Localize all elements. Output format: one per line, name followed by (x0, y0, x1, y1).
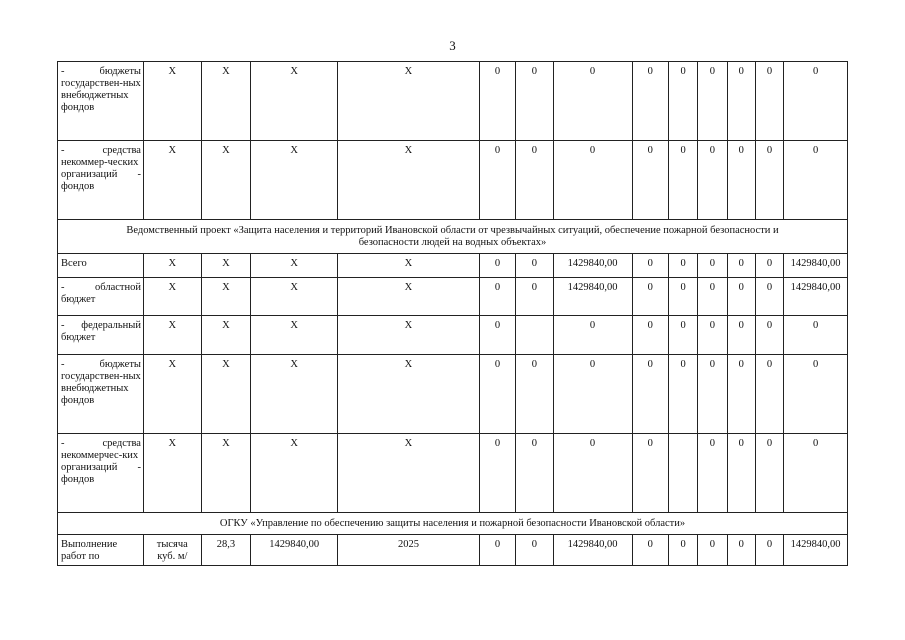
table-row (58, 535, 848, 566)
table-cell: 0 (727, 254, 755, 278)
table-cell (668, 434, 697, 513)
table-cell: 0 (632, 355, 668, 434)
table-cell: Х (251, 355, 338, 434)
row-label: - бюджеты государствен-ных внебюджетных фондов (58, 355, 144, 434)
table-cell: 0 (784, 434, 848, 513)
table-cell: Х (251, 278, 338, 316)
table-cell: 0 (755, 316, 783, 355)
table-cell: 0 (516, 434, 553, 513)
table-cell: Х (338, 355, 480, 434)
table-cell: 0 (727, 278, 755, 316)
table-cell: 0 (479, 278, 515, 316)
table-cell: 0 (553, 141, 632, 220)
table-cell: 0 (479, 141, 515, 220)
table-cell: Х (338, 254, 480, 278)
table-cell: 0 (755, 254, 783, 278)
table-cell: 0 (784, 355, 848, 434)
table-cell: 0 (668, 278, 697, 316)
table-cell: тысяча куб. м/ (143, 535, 201, 566)
table-cell: 0 (698, 254, 727, 278)
table-cell: 0 (479, 434, 515, 513)
table-cell: 0 (553, 316, 632, 355)
table-cell: 0 (698, 278, 727, 316)
table-cell: 0 (479, 62, 515, 141)
table-cell: 1429840,00 (784, 254, 848, 278)
table-cell: Х (143, 434, 201, 513)
section-title: ОГКУ «Управление по обеспечению защиты населения и пожарной безопасности Ивановской области» (58, 513, 848, 535)
table-cell: 0 (727, 316, 755, 355)
table-row (58, 316, 848, 355)
table-cell: 0 (755, 278, 783, 316)
table-cell: 0 (668, 316, 697, 355)
table-cell: Х (143, 62, 201, 141)
table-cell: Х (143, 316, 201, 355)
table-cell: 1429840,00 (784, 278, 848, 316)
table-cell (516, 316, 553, 355)
table-cell: 0 (632, 535, 668, 566)
table-cell: 0 (516, 62, 553, 141)
table-cell: Х (251, 141, 338, 220)
table-cell: 0 (516, 254, 553, 278)
table-cell: 0 (632, 278, 668, 316)
table-cell: 0 (516, 355, 553, 434)
table-cell: 0 (727, 434, 755, 513)
section-row (58, 220, 848, 254)
table-row (58, 254, 848, 278)
table-cell: 0 (632, 141, 668, 220)
table-cell: 0 (668, 141, 697, 220)
section-row (58, 513, 848, 535)
table-cell: 0 (632, 316, 668, 355)
table-cell: Х (201, 355, 251, 434)
row-label: - федеральный бюджет (58, 316, 144, 355)
table-cell: 0 (755, 355, 783, 434)
table-cell: Х (201, 434, 251, 513)
table-cell: Х (201, 62, 251, 141)
table-cell: 1429840,00 (553, 278, 632, 316)
budget-table (57, 61, 848, 566)
table-cell: 0 (479, 254, 515, 278)
table-row (58, 278, 848, 316)
table-cell: 0 (479, 355, 515, 434)
table-row (58, 141, 848, 220)
table-cell: 1429840,00 (251, 535, 338, 566)
table-cell: 0 (668, 254, 697, 278)
table-cell: 0 (698, 434, 727, 513)
table-cell: 0 (698, 141, 727, 220)
table-cell: 0 (553, 62, 632, 141)
table-cell: Х (251, 316, 338, 355)
table-cell: Х (338, 278, 480, 316)
table-cell: Х (201, 254, 251, 278)
table-body (58, 62, 848, 566)
table-cell: 0 (755, 62, 783, 141)
table-cell: 0 (727, 141, 755, 220)
table-cell: 0 (632, 62, 668, 141)
table-cell: 0 (784, 316, 848, 355)
table-cell: Х (338, 141, 480, 220)
table-cell: 0 (698, 535, 727, 566)
table-cell: 0 (755, 434, 783, 513)
table-cell: 1429840,00 (553, 254, 632, 278)
table-cell: 0 (632, 254, 668, 278)
table-cell: 2025 (338, 535, 480, 566)
table-cell: 0 (516, 278, 553, 316)
table-cell: 0 (755, 141, 783, 220)
table-cell: 0 (784, 141, 848, 220)
table-cell: Х (143, 355, 201, 434)
table-cell: 0 (727, 535, 755, 566)
table-cell: 0 (553, 434, 632, 513)
table-cell: 0 (479, 535, 515, 566)
table-cell: 0 (784, 62, 848, 141)
table-cell: Х (251, 62, 338, 141)
table-row (58, 62, 848, 141)
table-cell: Х (201, 141, 251, 220)
table-row (58, 355, 848, 434)
table-cell: 0 (479, 316, 515, 355)
table-cell: Х (143, 278, 201, 316)
row-label: Всего (58, 254, 144, 278)
table-cell: 0 (755, 535, 783, 566)
table-cell: 0 (727, 355, 755, 434)
row-label: - бюджеты государствен-ных внебюджетных фондов (58, 62, 144, 141)
table-cell: Х (338, 316, 480, 355)
table-cell: 0 (516, 535, 553, 566)
table-cell: Х (143, 141, 201, 220)
row-label: - средства некоммер-ческих организаций - фондов (58, 141, 144, 220)
table-cell: Х (338, 62, 480, 141)
page-number: 3 (449, 38, 456, 53)
table-cell: 1429840,00 (553, 535, 632, 566)
section-title: Ведомственный проект «Защита населения и территорий Ивановской области от чрезвычайных ситуаций, обеспечение пожарной безопасности и безопасности людей на водных объектах» (58, 220, 848, 254)
table-cell: Х (201, 316, 251, 355)
table-cell: 0 (698, 355, 727, 434)
table-cell: Х (338, 434, 480, 513)
table-cell: Х (251, 254, 338, 278)
table-cell: 0 (698, 62, 727, 141)
table-row (58, 434, 848, 513)
table-cell: Х (201, 278, 251, 316)
table-cell: 0 (727, 62, 755, 141)
row-label: Выполнение работ по (58, 535, 144, 566)
table-cell: Х (143, 254, 201, 278)
table-cell: 0 (516, 141, 553, 220)
row-label: - областной бюджет (58, 278, 144, 316)
table-cell: 0 (698, 316, 727, 355)
table-cell: 0 (553, 355, 632, 434)
table-cell: Х (251, 434, 338, 513)
table-cell: 28,3 (201, 535, 251, 566)
row-label: - средства некоммерчес-ких организаций - фондов (58, 434, 144, 513)
table-cell: 0 (668, 355, 697, 434)
table-cell: 0 (668, 535, 697, 566)
table-cell: 1429840,00 (784, 535, 848, 566)
table-cell: 0 (632, 434, 668, 513)
table-cell: 0 (668, 62, 697, 141)
